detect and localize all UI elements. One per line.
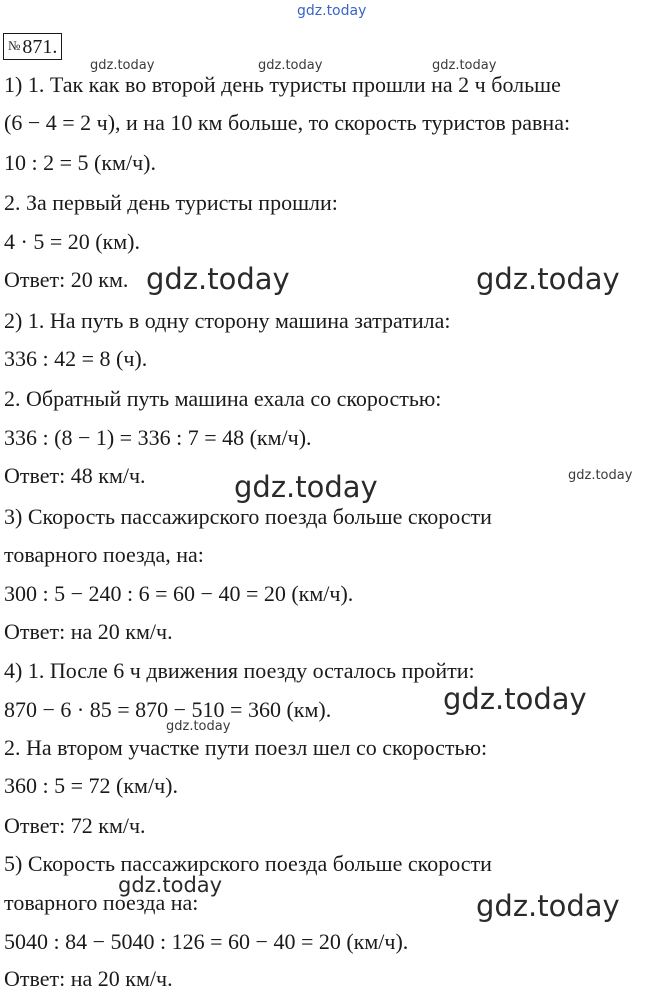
answer-line: Ответ: 72 км/ч. (4, 813, 146, 838)
solution-line: 4) 1. После 6 ч движения поезду осталось пройти: (4, 658, 475, 683)
solution-line: 336 : (8 − 1) = 336 : 7 = 48 (км/ч). (4, 425, 312, 450)
solution-line: 870 − 6 · 85 = 870 − 510 = 360 (км). (4, 697, 332, 722)
solution-line: 4 · 5 = 20 (км). (4, 229, 140, 254)
solution-line: 336 : 42 = 8 (ч). (4, 346, 148, 371)
answer-line: Ответ: на 20 км/ч. (4, 619, 173, 644)
task-number: 871. (22, 36, 58, 58)
answer-line: Ответ: 20 км. (4, 267, 129, 292)
watermark: gdz.today (568, 468, 633, 483)
solution-line: 2. Обратный путь машина ехала со скоростью: (4, 386, 442, 411)
solution-line: 2. За первый день туристы прошли: (4, 190, 338, 215)
watermark: gdz.today (258, 58, 323, 73)
solution-line: (6 − 4 = 2 ч), и на 10 км больше, то скорость туристов равна: (4, 110, 571, 135)
watermark: gdz.today (90, 58, 155, 73)
solution-line: товарного поезда, на: (4, 542, 204, 567)
watermark: gdz.today (432, 58, 497, 73)
watermark: gdz.today (234, 470, 378, 504)
solution-line: 1) 1. Так как во второй день туристы прошли на 2 ч больше (4, 72, 561, 97)
watermark: gdz.today (476, 889, 620, 923)
solution-line: 5) Скорость пассажирского поезда больше скорости (4, 851, 492, 876)
watermark: gdz.today (443, 682, 587, 716)
watermark: gdz.today (476, 262, 620, 296)
solution-line: 5040 : 84 − 5040 : 126 = 60 − 40 = 20 (км/ч). (4, 929, 409, 954)
answer-line: Ответ: на 20 км/ч. (4, 966, 173, 991)
solution-line: 2) 1. На путь в одну сторону машина затратила: (4, 308, 451, 333)
solution-line: 360 : 5 = 72 (км/ч). (4, 773, 178, 798)
solution-line: товарного поезда на: (4, 890, 199, 915)
watermark: gdz.today (146, 262, 290, 296)
number-sign: № (8, 38, 21, 53)
watermark: gdz.today (166, 719, 231, 734)
task-number-badge (3, 33, 62, 60)
solution-line: 3) Скорость пассажирского поезда больше скорости (4, 504, 492, 529)
solution-line: 10 : 2 = 5 (км/ч). (4, 150, 156, 175)
answer-line: Ответ: 48 км/ч. (4, 463, 146, 488)
header-watermark: gdz.today (297, 3, 367, 19)
solution-line: 2. На втором участке пути поезл шел со скоростью: (4, 735, 488, 760)
watermark: gdz.today (118, 873, 223, 897)
solution-line: 300 : 5 − 240 : 6 = 60 − 40 = 20 (км/ч). (4, 581, 354, 606)
